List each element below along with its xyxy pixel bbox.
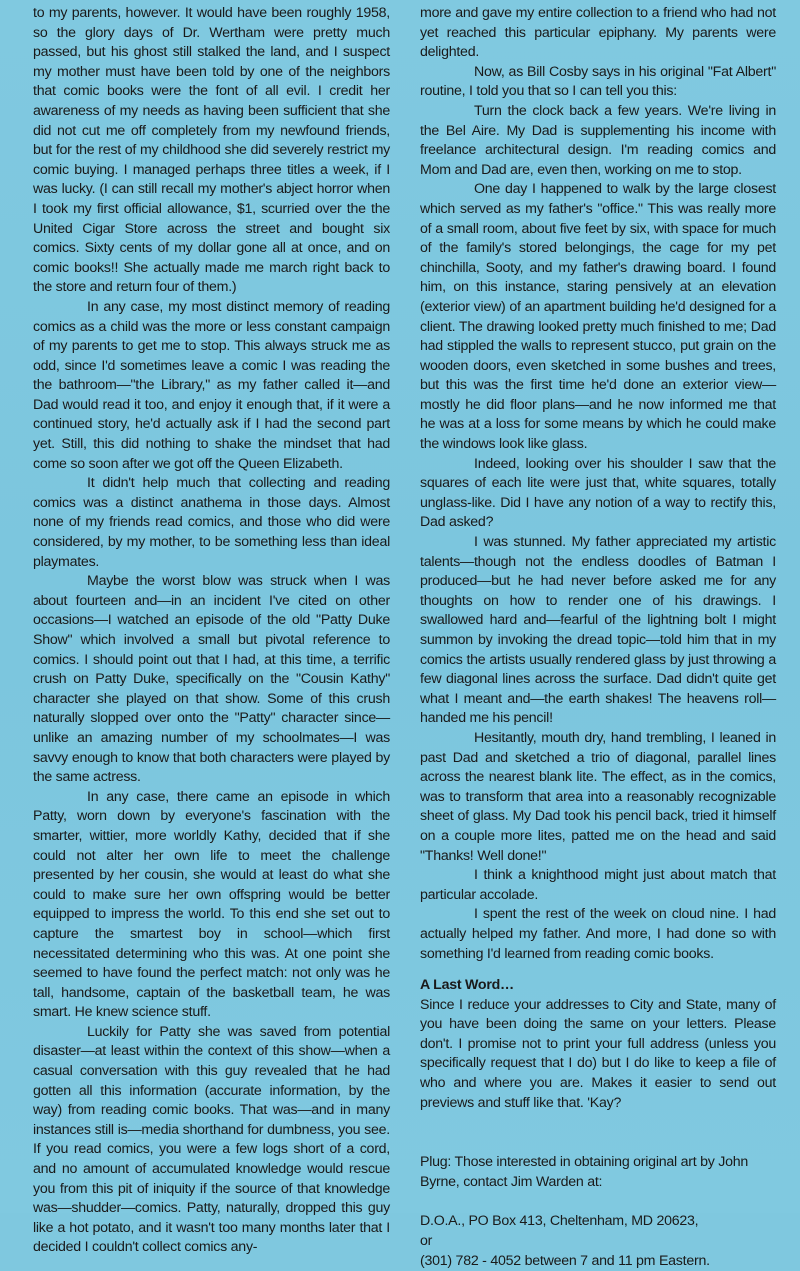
left-paragraph-4: Maybe the worst blow was struck when I was about fourteen and—in an incident I've cited on other occasions—I watched an episode of the old "Patty Duke Show" which involved a small but pivotal reference to comics. I should point out that I had, at this time, a terrific crush on Patty Duke, specifically on the "Cousin Kathy" character she played on that show. Some of this crush naturally slopped over onto the "Patty" character since—unlike an amazing number of my schoolmates—I was savvy enough to know that both characters were played by the same actress. (33, 573, 390, 786)
phone-info: (301) 782 - 4052 between 7 and 11 pm Eastern. (420, 1252, 710, 1269)
right-paragraph-6: I was stunned. My father appreciated my artistic talents—though not the endless doodles of Batman I produced—but he had never before asked me for any thoughts on how to render one of his drawings. I swallowed hard and—fearful of the lightning bolt I might summon by invoking the dread topic—told him that in my comics the artists usually rendered glass by just throwing a few diagonal lines across the surface. Dad didn't quite get what I meant and—the earth shakes! The heavens roll—handed me his pencil! (420, 534, 776, 727)
left-paragraph-2: In any case, my most distinct memory of reading comics as a child was the more or less constant campaign of my parents to get me to stop. This always struck me as odd, since I'd sometimes leave a comic I was reading the the bathroom—"the Library," as my father called it—and Dad would read it too, and enjoy it enough that, if it were a continued story, he'd actually ask if I had the second part yet. Still, this did nothing to shake the mindset that had come so soon after we got off the Queen Elizabeth. (33, 298, 390, 472)
right-paragraph-8: I think a knighthood might just about match that particular accolade. (420, 867, 776, 903)
right-paragraph-5: Indeed, looking over his shoulder I saw that the squares of each lite were just that, white squares, totally unglass-like. Did I have any notion of a way to rectify this, Dad asked? (420, 455, 776, 531)
section-heading: A Last Word… (420, 977, 514, 994)
left-paragraph-3: It didn't help much that collecting and reading comics was a distinct anathema in those days. Almost none of my friends read comics, and those who did were considered, by my mother, to be something less than ideal playmates. (33, 475, 390, 570)
spacer (420, 1113, 776, 1153)
right-paragraph-9: I spent the rest of the week on cloud nine. I had actually helped my father. And more, I had done so with something I'd learned from reading comic books. (420, 906, 776, 962)
left-paragraph-5: In any case, there came an episode in which Patty, worn down by everyone's fascination with the smarter, wittier, more worldly Kathy, decided that if she could not alter her own life to meet the challenge presented by her cousin, she would at least do what she could to make sure her own offspring would be better equipped to impress the world. To this end she set out to capture the smartest boy in school—which first necessitated determining who this was. At one point she seemed to have found the perfect match: not only was he tall, handsome, captain of the basketball team, he was smart. He knew science stuff. (33, 788, 390, 1021)
mailing-address: D.O.A., PO Box 413, Cheltenham, MD 20623, (420, 1213, 699, 1230)
left-column (33, 4, 390, 1258)
left-paragraph-1: to my parents, however. It would have been roughly 1958, so the glory days of Dr. Wertham were pretty much passed, but his ghost still stalked the land, and I suspect my mother must have been told by one of the neighbors that comic books were the font of all evil. I credit her awareness of my needs as having been sufficient that she did not cut me off completely from my newfound friends, but for the rest of my childhood she did severely restrict my comic buying. I managed perhaps three titles a week, if I was lucky. (I can still recall my mother's abject horror when I took my first official allowance, $1, scurried over the the United Cigar Store across the street and bought six comics. Sixty cents of my dollar gone all at once, and on comic books!! She actually made me march right back to the store and return four of them.) (33, 5, 390, 296)
spacer (420, 1192, 776, 1212)
right-paragraph-4: One day I happened to walk by the large closest which served as my father's "office." This was really more of a small room, about five feet by six, with space for much of the family's stored belongings, the cage for my pet chinchilla, Sooty, and my father's drawing board. I found him, on this instance, staring pensively at an elevation (exterior view) of an apartment building he'd designed for a client. The drawing looked pretty much finished to me; Dad had stippled the walls to represent stucco, put grain on the wooden doors, even sketched in some bushes and trees, but this was the first time he'd done an exterior view—mostly he did floor plans—and he now informed me that he was at a loss for some means by which he could make the windows look like glass. (420, 181, 776, 453)
right-paragraph-3: Turn the clock back a few years. We're living in the Bel Aire. My Dad is supplementing his income with freelance architectural design. I'm reading comics and Mom and Dad are, even then, working on me to stop. (420, 102, 776, 178)
or-text: or (420, 1233, 433, 1250)
right-paragraph-2: Now, as Bill Cosby says in his original "Fat Albert" routine, I told you that so I can tell you this: (420, 63, 776, 100)
plug-text: Plug: Those interested in obtaining original art by John Byrne, contact Jim Warden at: (420, 1154, 749, 1190)
right-paragraph-1: more and gave my entire collection to a friend who had not yet reached this particular epiphany. My parents were delighted. (420, 5, 776, 61)
left-paragraph-6: Luckily for Patty she was saved from potential disaster—at least within the context of this show—when a casual conversation with this guy revealed that he had gotten all this information (accurate information, by the way) from reading comic books. That was—and in many instances still is—media shorthand for dumbness, you see. If you read comics, you were a few logs short of a cord, and no amount of accumulated knowledge would rescue you from this pit of iniquity if the source of that knowledge was—shudder—comics. Patty, naturally, dropped this guy like a hot potato, and it wasn't too many months later that I decided I couldn't collect comics any- (33, 1023, 390, 1256)
right-column (420, 4, 776, 1271)
right-paragraph-10: Since I reduce your addresses to City and State, many of you have been doing the same on your letters. Please don't. I promise not to print your full address (unless you specifically request that I do) but I do like to keep a file of who and where you are. Makes it easier to send out previews and stuff like that. 'Kay? (420, 996, 776, 1111)
right-paragraph-7: Hesitantly, mouth dry, hand trembling, I leaned in past Dad and sketched a trio of diagonal, parallel lines across the nearest blank lite. The effect, as in the comics, was to transform that area into a reasonably recognizable sheet of glass. My Dad took his pencil back, tried it himself on a couple more lites, patted me on the head and said "Thanks! Well done!" (420, 729, 776, 864)
